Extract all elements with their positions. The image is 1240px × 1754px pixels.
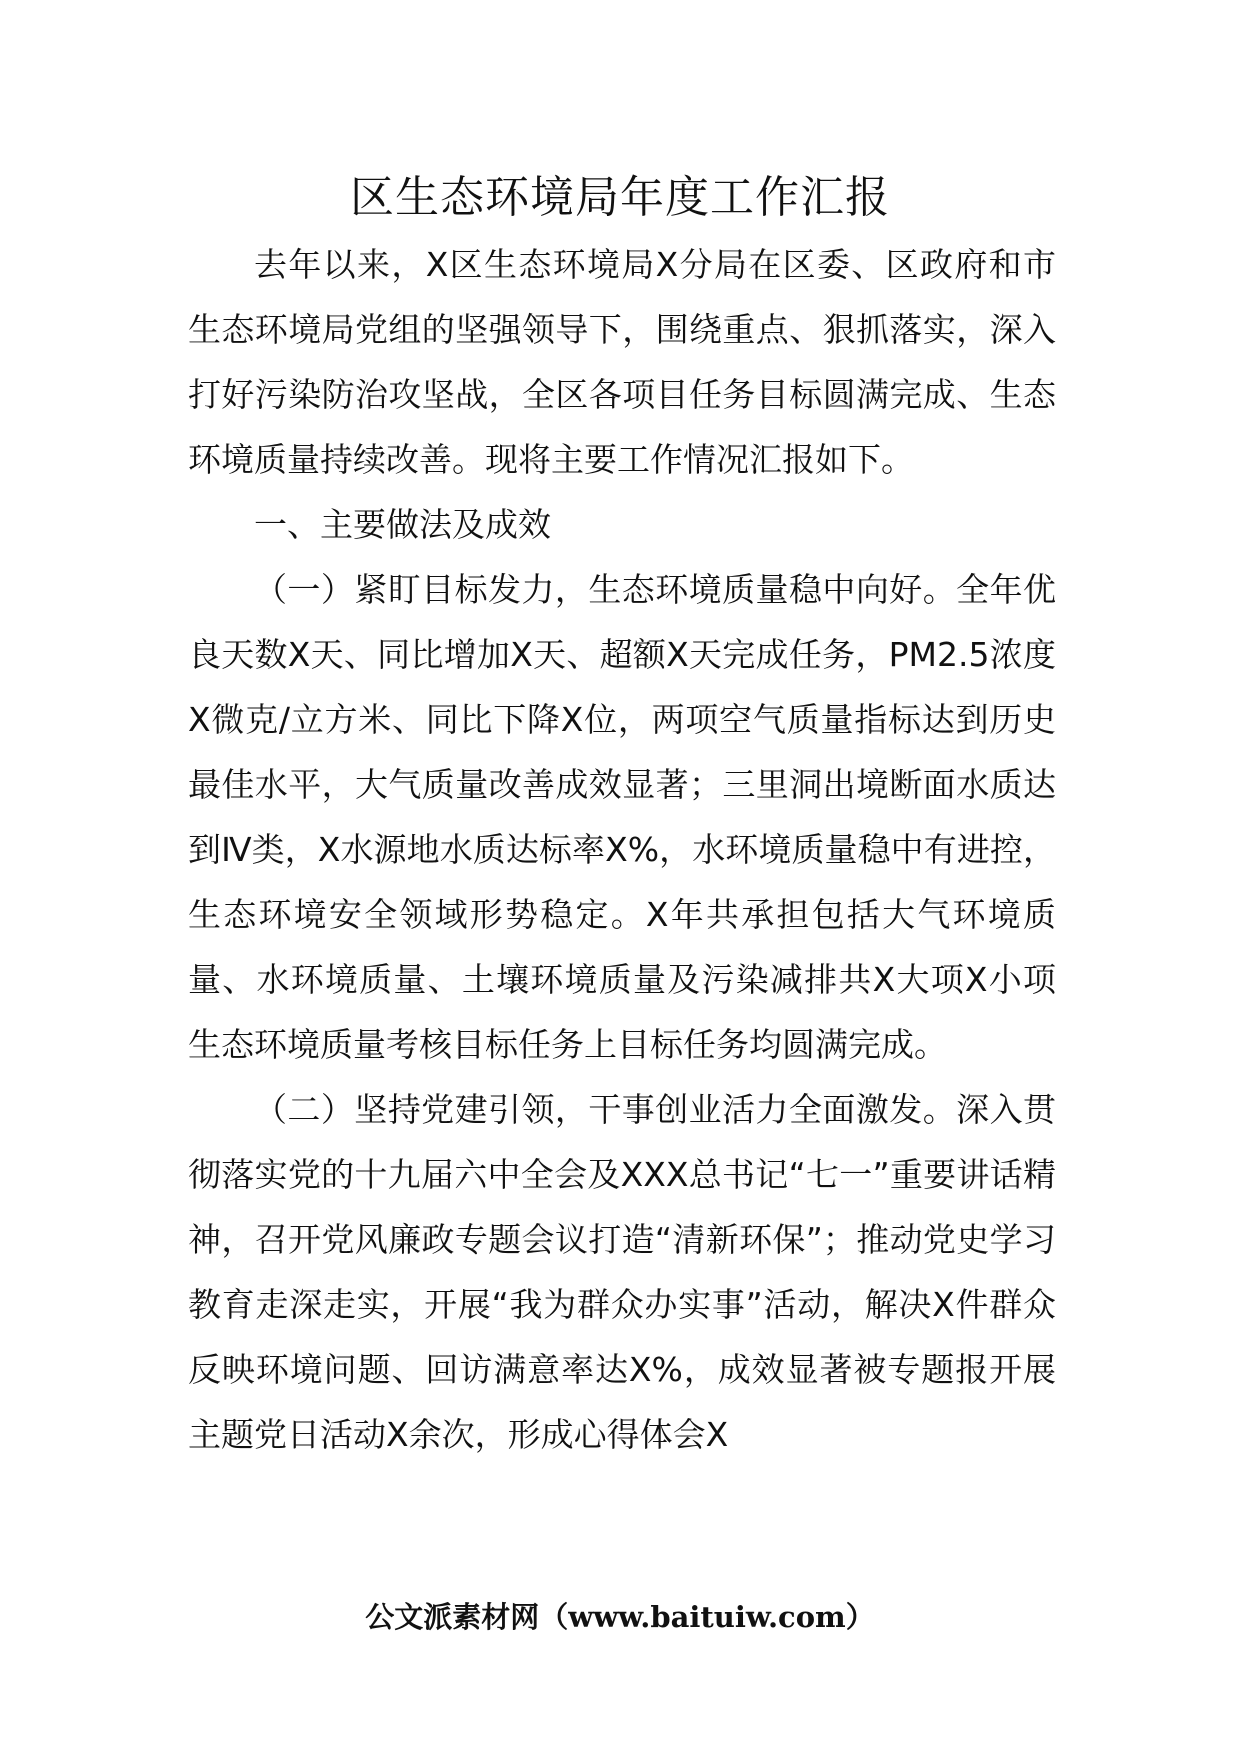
paragraph-section-1: （一）紧盯目标发力，生态环境质量稳中向好。全年优良天数X天、同比增加X天、超额X天完成任务，PM2.5浓度X微克/立方米、同比下降X位，两项空气质量指标达到历史最佳水平，大气质量改善成效显著；三里洞出境断面水质达到Ⅳ类，X水源地水质达标率X%，水环境质量稳中有进控，生态环境安全领域形势稳定。X年共承担包括大气环境质量、水环境质量、土壤环境质量及污染减排共X大项X小项生态环境质量考核目标任务上目标任务均圆满完成。	[188, 570, 1056, 1064]
paragraph-section-2: （二）坚持党建引领，干事创业活力全面激发。深入贯彻落实党的十九届六中全会及XXX总书记“七一”重要讲话精神，召开党风廉政专题会议打造“清新环保”；推动党史学习教育走深走实，开展“我为群众办实事”活动，解决X件群众反映环境问题、回访满意率达X%，成效显著被专题报开展主题党日活动X余次，形成心得体会X	[188, 1090, 1056, 1454]
paragraph-intro: 去年以来，X区生态环境局X分局在区委、区政府和市生态环境局党组的坚强领导下，围绕重点、狠抓落实，深入打好污染防治攻坚战，全区各项目任务目标圆满完成、生态环境质量持续改善。现将主要工作情况汇报如下。	[188, 245, 1056, 479]
section-heading: 一、主要做法及成效	[254, 505, 551, 544]
document-body	[188, 232, 1056, 1467]
document-title: 区生态环境局年度工作汇报	[350, 172, 890, 223]
footer-watermark: 公文派素材网（www.baituiw.com）	[365, 1600, 875, 1634]
